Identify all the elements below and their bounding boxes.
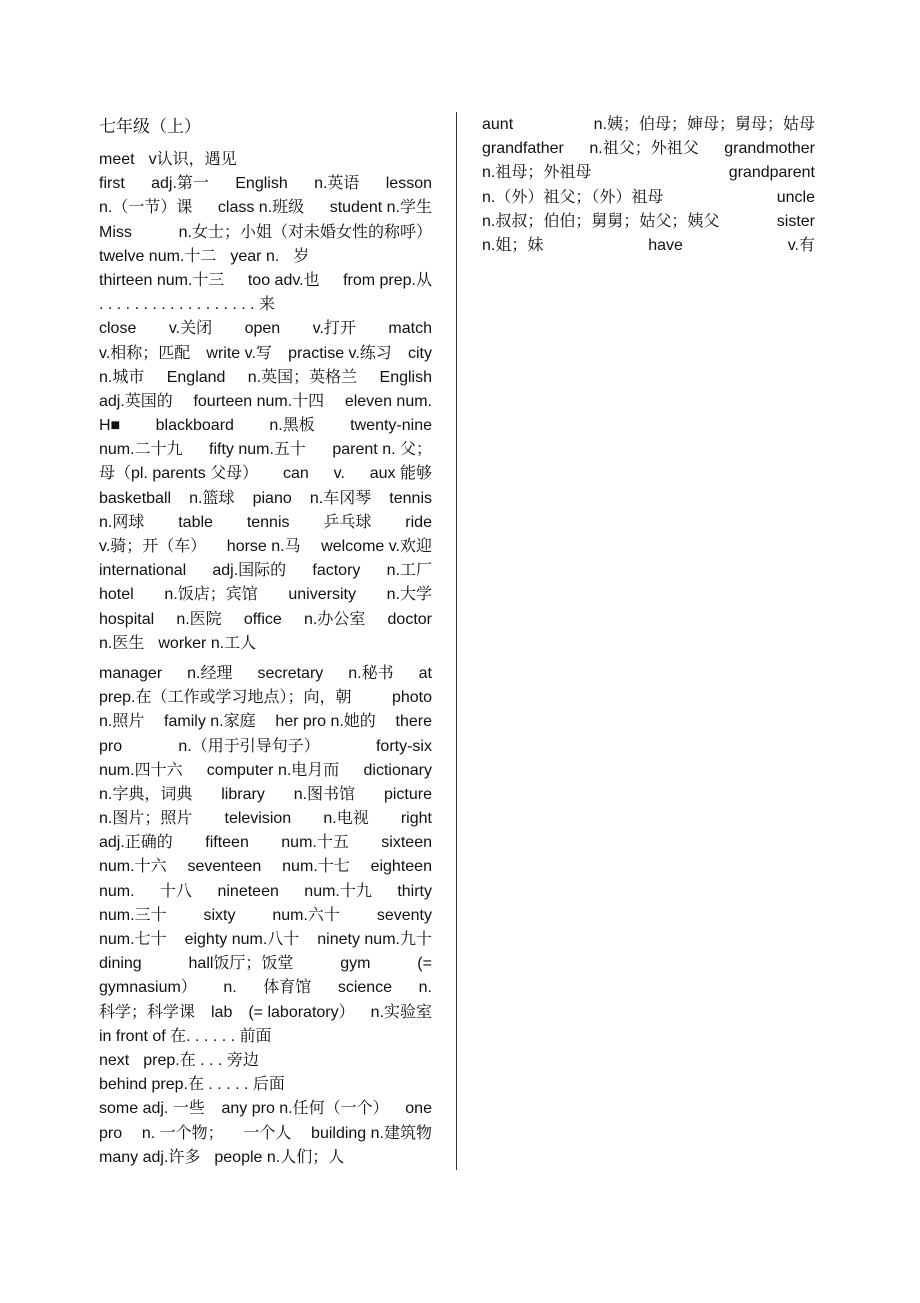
- vocab-token: photo: [391, 689, 432, 707]
- vocab-line: [99, 1146, 432, 1170]
- vocab-token: n.黑板: [269, 417, 315, 435]
- vocab-token: num.四十六: [99, 761, 183, 779]
- vocab-token: picture: [383, 785, 432, 803]
- vocab-token: n.大学: [386, 586, 432, 604]
- vocab-token: blackboard: [155, 417, 234, 435]
- vocab-token: n.姐；妹: [482, 236, 544, 254]
- vocab-token: table: [178, 513, 213, 531]
- vocab-token: student n.学生: [329, 199, 432, 217]
- vocab-token: lab: [211, 1003, 233, 1021]
- vocab-token: adj.正确的: [99, 834, 173, 852]
- vocab-line: [482, 161, 815, 185]
- vocab-token: some adj. 一些: [99, 1100, 205, 1118]
- vocab-token: n.叔叔；伯伯；舅舅；姑父；姨父: [482, 212, 720, 230]
- vocab-token: dining: [99, 955, 142, 973]
- vocab-line: [482, 137, 815, 161]
- vocab-line: [99, 511, 432, 535]
- vocab-token: any pro n.任何（一个）: [221, 1100, 389, 1118]
- vocab-token: n.英国；英格兰: [247, 368, 358, 386]
- vocab-token: n.英语: [314, 175, 360, 193]
- vocab-token: v.骑；开（车）: [99, 538, 207, 555]
- vocab-line: [99, 1073, 432, 1097]
- vocab-token: n.网球: [99, 513, 145, 531]
- vocab-token: n.照片: [99, 713, 145, 731]
- vocab-token: family n.家庭: [164, 713, 256, 731]
- vocab-line: [482, 113, 815, 137]
- vocab-line: [99, 293, 432, 317]
- vocab-token: n.工厂: [386, 562, 432, 580]
- vocab-token: n.城市: [99, 368, 145, 386]
- vocab-token: year n.: [230, 247, 280, 265]
- vocab-token: television: [224, 810, 292, 828]
- vocab-token: num.十六: [99, 858, 167, 876]
- vocab-token: right: [400, 810, 432, 828]
- vocab-token: . . . . . . . . . . . . . . . . . . 来: [99, 296, 276, 314]
- vocab-token: basketball: [99, 489, 172, 507]
- vocab-line: [99, 414, 432, 438]
- vocab-token: seventy: [376, 906, 432, 924]
- vocab-token: n.祖父；外祖父: [589, 140, 699, 158]
- vocab-token: gym: [340, 955, 371, 973]
- vocab-token: fourteen num.十四: [193, 392, 325, 410]
- vocab-token: H■: [99, 417, 121, 435]
- vocab-line: [99, 462, 432, 486]
- vocab-token: thirty: [397, 882, 432, 900]
- vocab-token: twelve num.十二: [99, 247, 217, 265]
- vocab-token: welcome v.欢迎: [321, 538, 432, 555]
- vocab-token: class n.班级: [217, 199, 305, 217]
- vocab-token: grandparent: [728, 164, 815, 182]
- vocab-token: library: [221, 785, 265, 803]
- vocab-token: 乒乓球: [323, 513, 372, 531]
- vocab-token: sixteen: [381, 834, 432, 852]
- vocab-line: [99, 735, 432, 759]
- vocab-token: v.相称；匹配: [99, 344, 191, 362]
- vocab-token: n.经理: [187, 664, 233, 682]
- vocab-line: [99, 196, 432, 220]
- vocab-line: [99, 148, 432, 172]
- vocab-token: science: [337, 979, 393, 997]
- vocab-line: [99, 632, 432, 656]
- vocab-token: international: [99, 562, 187, 580]
- vocab-token: n.（一节）课: [99, 199, 193, 217]
- vocab-line: [99, 855, 432, 879]
- vocab-line: [99, 172, 432, 196]
- vocab-line: [99, 1122, 432, 1146]
- vocab-token: n.办公室: [303, 610, 366, 628]
- vocab-token: people n.人们；人: [214, 1148, 345, 1166]
- vocab-token: English: [379, 368, 432, 386]
- vocab-token: aunt: [482, 116, 514, 133]
- vocab-token: piano: [252, 489, 292, 507]
- vocab-token: university: [288, 586, 356, 604]
- vocab-line: [99, 487, 432, 511]
- vocab-token: n.图书馆: [293, 785, 356, 803]
- vocab-line: [99, 535, 432, 559]
- vocab-token: n.电视: [323, 810, 369, 828]
- vocab-token: English: [235, 175, 288, 193]
- vocab-token: forty-six: [375, 737, 432, 755]
- vocab-line: [99, 807, 432, 831]
- vocab-token: England: [166, 368, 226, 386]
- vocab-token: there: [395, 713, 432, 731]
- vocab-line: [99, 686, 432, 710]
- vocab-line: [99, 1001, 432, 1025]
- vocab-line: [99, 662, 432, 686]
- vocab-token: adj.英国的: [99, 392, 173, 410]
- vocab-token: n.: [223, 979, 237, 997]
- vocab-line: [482, 234, 815, 258]
- vocab-token: dictionary: [363, 761, 432, 779]
- vocab-line: [99, 831, 432, 855]
- vocab-token: n.饭店；宾馆: [164, 586, 258, 604]
- vocab-token: at: [418, 664, 432, 682]
- vocab-token: gymnasium）: [99, 979, 197, 997]
- vocab-token: close: [99, 320, 137, 338]
- vocab-line: [99, 583, 432, 607]
- vocab-token: grandfather: [482, 140, 564, 158]
- vocab-token: num.七十: [99, 931, 167, 948]
- vocab-line: [99, 1049, 432, 1073]
- vocab-token: horse n.马: [226, 538, 301, 555]
- vocab-token: seventeen: [187, 858, 262, 876]
- vocab-line: [99, 904, 432, 928]
- vocab-token: n.医院: [176, 610, 222, 628]
- vocab-token: manager: [99, 664, 163, 682]
- column-divider: [456, 112, 457, 1170]
- vocab-token: computer n.电月而: [206, 761, 340, 779]
- vocab-token: eighteen: [370, 858, 432, 876]
- vocab-line: [482, 186, 815, 210]
- vocab-line: [482, 210, 815, 234]
- vocab-line: [99, 269, 432, 293]
- vocab-line: [99, 221, 432, 245]
- vocab-token: sister: [776, 212, 815, 230]
- vocab-token: n.祖母；外祖母: [482, 164, 592, 182]
- vocab-token: secretary: [257, 664, 324, 682]
- vocab-token: n. 一个物；: [141, 1124, 224, 1142]
- vocab-token: first: [99, 175, 125, 193]
- vocab-token: her pro n.她的: [275, 713, 376, 731]
- vocab-token: tennis: [389, 489, 432, 507]
- vocab-token: building n.建筑物: [311, 1124, 432, 1142]
- vocab-line: [99, 710, 432, 734]
- vocab-token: write v.写: [206, 344, 272, 362]
- vocab-token: practise v.练习: [288, 344, 392, 362]
- vocab-token: prep.在（工作或学习地点）；向，朝: [99, 689, 352, 707]
- vocab-token: uncle: [776, 188, 815, 206]
- vocab-token: hospital: [99, 610, 155, 628]
- vocab-token: num.二十九: [99, 441, 183, 459]
- vocab-token: hall饭厅；饭堂: [188, 955, 294, 973]
- vocab-token: adj.第一: [151, 175, 209, 193]
- vocab-token: num.十九: [304, 882, 372, 900]
- vocab-token: adj.国际的: [212, 562, 287, 580]
- vocab-token: fifteen: [205, 834, 249, 852]
- vocab-token: office: [243, 610, 282, 628]
- vocab-token: num.六十: [272, 906, 340, 924]
- vocab-token: n.（用于引导句子）: [178, 737, 320, 755]
- vocab-token: thirteen num.十三: [99, 271, 225, 289]
- vocab-token: tennis: [246, 513, 290, 531]
- vocab-line: [99, 559, 432, 583]
- vocab-token: many adj.许多: [99, 1148, 201, 1166]
- vocab-token: v认识，遇见: [148, 151, 237, 168]
- vocab-token: aux 能够: [369, 465, 432, 483]
- vocab-token: v.关闭: [168, 320, 213, 338]
- vocab-token: nineteen: [217, 882, 279, 900]
- vocab-token: n.女士；小姐（对未婚女性的称呼）: [178, 223, 432, 241]
- vocab-token: n.图片；照片: [99, 810, 193, 828]
- vocab-token: in front of 在. . . . . . 前面: [99, 1027, 272, 1045]
- vocab-token: parent n. 父；: [332, 441, 432, 459]
- vocab-token: next: [99, 1051, 130, 1069]
- vocab-token: n.实验室: [370, 1003, 432, 1021]
- vocab-token: 体育馆: [263, 979, 312, 997]
- vocab-token: n.秘书: [348, 664, 394, 682]
- vocab-token: n.: [418, 979, 432, 997]
- vocab-token: one: [405, 1100, 432, 1118]
- vocab-token: v.有: [787, 236, 815, 254]
- vocab-token: num.十五: [281, 834, 349, 852]
- vocab-line: [99, 1097, 432, 1121]
- vocab-token: 一个人: [243, 1124, 292, 1142]
- vocab-line: [99, 438, 432, 462]
- vocab-line: [99, 390, 432, 414]
- vocab-token: match: [388, 320, 432, 338]
- vocab-token: 母（pl. parents 父母）: [99, 465, 259, 483]
- vocab-token: meet: [99, 151, 135, 168]
- vocab-token: lesson: [385, 175, 432, 193]
- vocab-token: num.十七: [282, 858, 350, 876]
- vocab-token: eighty num.八十: [184, 931, 300, 948]
- vocab-token: behind prep.在 . . . . . 后面: [99, 1076, 285, 1094]
- right-column: [482, 113, 815, 258]
- vocab-token: n.医生: [99, 634, 145, 652]
- vocab-token: n.车冈琴: [309, 489, 372, 507]
- vocab-token: n.姨；伯母；婶母；舅母；姑母: [593, 116, 815, 133]
- vocab-line: [99, 366, 432, 390]
- vocab-token: doctor: [387, 610, 432, 628]
- vocab-token: can: [283, 465, 309, 483]
- vocab-line: [99, 928, 432, 952]
- vocab-token: ninety num.九十: [317, 931, 432, 948]
- vocab-token: have: [648, 236, 683, 254]
- vocab-token: worker n.工人: [158, 634, 257, 652]
- vocab-line: [99, 759, 432, 783]
- vocab-line: [99, 245, 432, 269]
- vocab-token: (= laboratory）: [248, 1003, 355, 1021]
- vocab-token: num.: [99, 882, 135, 900]
- vocab-line: [99, 783, 432, 807]
- vocab-token: n.（外）祖父；（外）祖母: [482, 188, 664, 206]
- vocab-token: from prep.从: [343, 271, 432, 289]
- vocab-token: open: [244, 320, 281, 338]
- vocab-token: 岁: [293, 247, 310, 265]
- vocab-token: eleven num.: [344, 392, 432, 410]
- vocab-token: Miss: [99, 223, 132, 241]
- vocab-token: n.字典，词典: [99, 785, 193, 803]
- vocab-token: hotel: [99, 586, 134, 604]
- vocab-token: fifty num.五十: [209, 441, 306, 459]
- left-column: [99, 113, 432, 1170]
- vocab-token: pro: [99, 1124, 123, 1142]
- vocab-line: [99, 608, 432, 632]
- vocab-line: [99, 342, 432, 366]
- vocab-token: too adv.也: [247, 271, 320, 289]
- vocab-line: [99, 952, 432, 976]
- vocab-token: city: [407, 344, 432, 362]
- vocab-line: [99, 1025, 432, 1049]
- vocab-token: sixty: [203, 906, 236, 924]
- vocab-token: n.篮球: [189, 489, 235, 507]
- vocab-line: [99, 976, 432, 1000]
- vocab-token: (=: [417, 955, 432, 973]
- vocab-token: pro: [99, 737, 123, 755]
- page-title: 七年级（上）: [99, 117, 201, 136]
- vocab-line: [99, 317, 432, 341]
- vocab-token: ride: [405, 513, 432, 531]
- vocab-line: [99, 880, 432, 904]
- vocab-token: factory: [312, 562, 361, 580]
- vocab-token: 科学；科学课: [99, 1003, 196, 1021]
- vocab-token: v.打开: [312, 320, 356, 338]
- vocab-token: grandmother: [724, 140, 815, 158]
- vocab-token: v.: [333, 465, 345, 483]
- vocab-token: num.三十: [99, 906, 167, 924]
- vocab-token: 十八: [160, 882, 193, 900]
- vocab-token: prep.在 . . . 旁边: [143, 1051, 259, 1069]
- vocab-token: twenty-nine: [350, 417, 432, 435]
